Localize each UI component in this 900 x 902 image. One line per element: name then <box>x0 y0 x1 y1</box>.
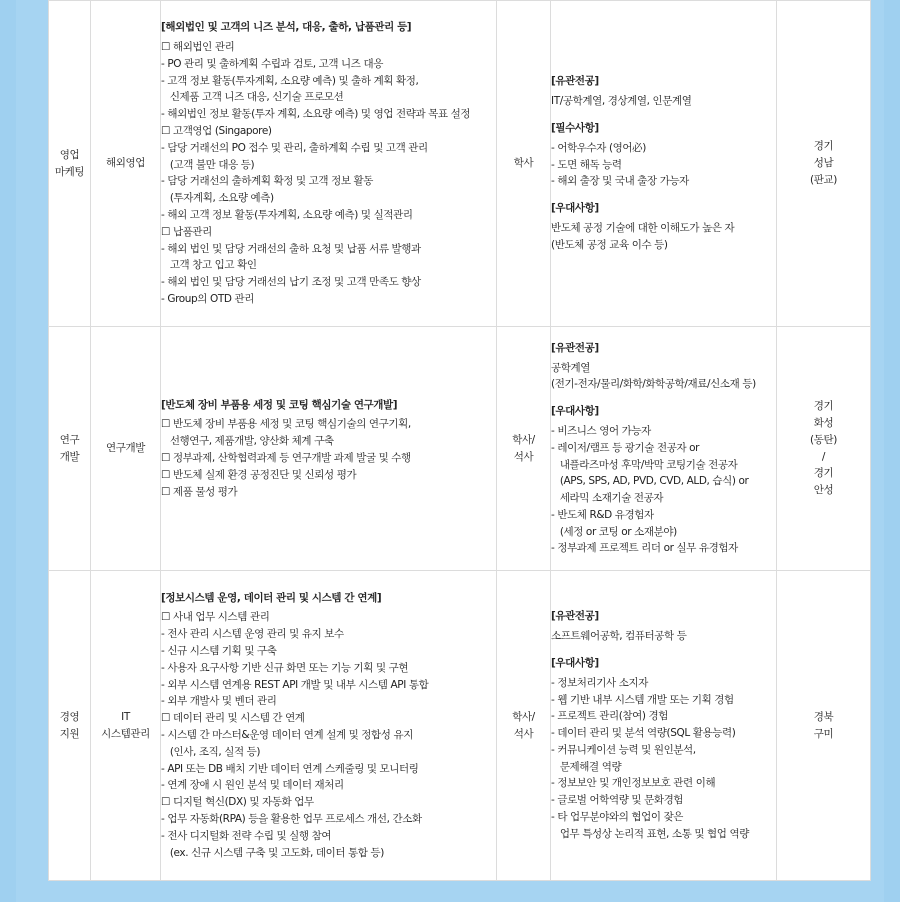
degree-requirement-text: 석사 <box>513 727 534 740</box>
degree-requirement-text: 석사 <box>513 450 534 463</box>
qualification-line: - 정보보안 및 개인정보보호 관련 이해 <box>551 777 716 790</box>
qualification-line: - 도면 해독 능력 <box>551 158 622 171</box>
work-location-text: 경기 <box>813 400 834 413</box>
duty-line: - 신규 시스템 기획 및 구축 <box>161 645 277 658</box>
duty-line: - 해외 법인 및 담당 거래선의 출하 요청 및 납품 서류 발행과 <box>161 242 421 255</box>
duty-line: - 담당 거래선의 PO 접수 및 관리, 출하계획 수립 및 고객 관리 <box>161 141 428 154</box>
job-category <box>49 571 91 881</box>
job-category-text: 지원 <box>59 727 80 740</box>
duty-line: - 시스템 간 마스터&운영 데이터 연계 설계 및 정합성 유지 <box>161 729 413 741</box>
qualification-line: (반도체 공정 교육 이수 등) <box>551 238 668 251</box>
qualification-title: [유관전공] <box>551 610 599 623</box>
job-category-text: 개발 <box>59 450 80 463</box>
qualification-line: - 데이터 관리 및 분석 역량(SQL 활용능력) <box>551 727 736 740</box>
work-location-text: 구미 <box>813 727 834 740</box>
qualification-title: [유관전공] <box>551 341 599 354</box>
qualification-line: - 타 업무분야와의 협업이 잦은 <box>551 811 684 824</box>
work-location-text: 경기 <box>813 140 834 153</box>
job-category-text: 경영 <box>59 710 80 723</box>
job-title-text: 시스템관리 <box>101 727 150 740</box>
qualification-line: - 정부과제 프로젝트 리더 or 실무 유경험자 <box>551 542 738 555</box>
work-location <box>777 571 871 881</box>
qualification-line: 내플라즈마성 후막/박막 코팅기술 전공자 <box>551 458 738 471</box>
duties-title: [정보시스템 운영, 데이터 관리 및 시스템 간 연계] <box>161 591 382 604</box>
duty-line: ☐ 반도체 장비 부품용 세정 및 코팅 핵심기술의 연구기획, <box>161 418 411 431</box>
duty-line: - 고객 정보 활동(투자계획, 소요량 예측) 및 출하 계획 확정, <box>161 74 419 87</box>
duty-line: - PO 관리 및 출하계획 수립과 검토, 고객 니즈 대응 <box>161 57 383 70</box>
table-row <box>49 327 871 571</box>
qualification-line: - 해외 출장 및 국내 출장 가능자 <box>551 175 689 188</box>
qualification-section <box>551 120 776 190</box>
duties-title: [해외법인 및 고객의 니즈 분석, 대응, 출하, 납품관리 등] <box>161 21 412 34</box>
work-location-text: / <box>821 450 826 463</box>
qualification-line: 공학계열 <box>551 361 590 374</box>
qualification-title: [유관전공] <box>551 75 599 88</box>
job-postings-table <box>48 0 871 881</box>
duty-line: - Group의 OTD 관리 <box>161 292 254 305</box>
qualifications <box>551 571 777 881</box>
duty-line: - 해외법인 정보 활동(투자 계획, 소요량 예측) 및 영업 전략과 목표 설정 <box>161 108 471 121</box>
qualification-line: (APS, SPS, AD, PVD, CVD, ALD, 습식) or <box>551 475 749 488</box>
work-location-text: (동탄) <box>810 433 837 446</box>
qualification-section <box>551 340 776 393</box>
qualification-section <box>551 73 776 110</box>
work-location-text: 경북 <box>813 710 834 723</box>
job-title <box>91 1 161 327</box>
duty-line: 선행연구, 제품개발, 양산화 체계 구축 <box>161 435 334 448</box>
duty-line: - 외부 시스템 연계용 REST API 개발 및 내부 시스템 API 통합 <box>161 678 429 691</box>
qualifications <box>551 327 777 571</box>
job-title-text: 연구개발 <box>106 442 145 455</box>
qualification-line: 세라믹 소재기술 전공자 <box>551 492 664 505</box>
duties-title: [반도체 장비 부품용 세정 및 코팅 핵심기술 연구개발] <box>161 398 398 411</box>
duty-line: (ex. 신규 시스템 구축 및 고도화, 데이터 통합 등) <box>161 846 384 859</box>
qualification-line: (전기-전자/물리/화학/화학공학/재료/신소재 등) <box>551 378 756 391</box>
qualification-line: 문제해결 역량 <box>551 760 622 773</box>
duty-line: - API 또는 DB 배치 기반 데이터 연계 스케줄링 및 모니터링 <box>161 762 419 775</box>
duty-line: ☐ 고객영업 (Singapore) <box>161 125 272 137</box>
duty-line: ☐ 디지털 혁신(DX) 및 자동화 업무 <box>161 796 314 809</box>
qualification-section <box>551 403 776 557</box>
duty-line: 신제품 고객 니즈 대응, 신기술 프로모션 <box>161 91 344 104</box>
duty-line: ☐ 데이터 관리 및 시스템 간 연계 <box>161 712 305 725</box>
job-category <box>49 327 91 571</box>
duty-line: - 외부 개발사 및 벤더 관리 <box>161 695 277 708</box>
duty-line: (투자계획, 소요량 예측) <box>161 192 274 205</box>
degree-requirement-text: 학사/ <box>512 433 535 446</box>
job-category-text: 영업 <box>59 148 80 161</box>
job-title <box>91 571 161 881</box>
duty-line: - 해외 법인 및 담당 거래선의 납기 조정 및 고객 만족도 향상 <box>161 276 421 289</box>
table-row <box>49 571 871 881</box>
degree-requirement-text: 학사/ <box>512 710 535 723</box>
duty-line: (인사, 조직, 실적 등) <box>161 745 261 758</box>
qualification-line: IT/공학계열, 경상계열, 인문계열 <box>551 95 692 108</box>
table-row <box>49 1 871 327</box>
duty-line: - 해외 고객 정보 활동(투자계획, 소요량 예측) 및 실적관리 <box>161 208 413 221</box>
qualification-line: - 글로벌 어학역량 및 문화경험 <box>551 794 684 807</box>
duty-line: ☐ 반도체 실제 환경 공정진단 및 신뢰성 평가 <box>161 468 357 481</box>
work-location-text: 안성 <box>813 484 834 497</box>
work-location-text: 화성 <box>813 416 834 429</box>
work-location-text: 성남 <box>813 157 834 170</box>
duty-line: - 사용자 요구사항 기반 신규 화면 또는 기능 기획 및 구현 <box>161 661 409 674</box>
qualification-line: - 프로젝트 관리(참여) 경험 <box>551 710 669 723</box>
duty-line: - 전사 관리 시스템 운영 관리 및 유지 보수 <box>161 628 344 641</box>
degree-requirement <box>497 1 551 327</box>
degree-requirement-text: 학사 <box>513 157 534 170</box>
qualification-line: - 레이저/램프 등 광기술 전공자 or <box>551 441 700 454</box>
qualification-title: [필수사항] <box>551 122 599 134</box>
duty-line: ☐ 사내 업무 시스템 관리 <box>161 611 270 624</box>
job-duties <box>161 1 497 327</box>
qualification-title: [우대사항] <box>551 202 599 215</box>
duty-line: - 전사 디지털화 전략 수립 및 실행 참여 <box>161 829 332 842</box>
job-title <box>91 327 161 571</box>
job-category-text: 연구 <box>59 433 80 446</box>
qualification-line: - 어학우수자 (영어必) <box>551 141 646 154</box>
qualification-section <box>551 608 776 645</box>
job-duties <box>161 327 497 571</box>
job-duties <box>161 571 497 881</box>
qualification-line: - 웹 기반 내부 시스템 개발 또는 기획 경험 <box>551 693 734 706</box>
job-category <box>49 1 91 327</box>
qualification-title: [우대사항] <box>551 656 599 669</box>
duty-line: ☐ 납품관리 <box>161 225 212 238</box>
degree-requirement <box>497 571 551 881</box>
duty-line: 고객 창고 입고 확인 <box>161 259 257 272</box>
qualification-line: - 정보처리기사 소지자 <box>551 676 648 689</box>
duty-line: - 연계 장애 시 원인 분석 및 데이터 재처리 <box>161 779 344 792</box>
work-location <box>777 327 871 571</box>
qualification-line: - 커뮤니케이션 능력 및 원인분석, <box>551 743 696 756</box>
qualification-section <box>551 655 776 843</box>
job-category-text: 마케팅 <box>54 165 85 178</box>
job-title-text: IT <box>121 710 130 723</box>
duty-line: ☐ 정부과제, 산학협력과제 등 연구개발 과제 발굴 및 수행 <box>161 452 411 464</box>
work-location <box>777 1 871 327</box>
qualification-line: 소프트웨어공학, 컴퓨터공학 등 <box>551 630 687 643</box>
qualification-line: - 비즈니스 영어 가능자 <box>551 424 651 437</box>
qualification-line: - 반도체 R&D 유경험자 <box>551 508 654 521</box>
degree-requirement <box>497 327 551 571</box>
qualification-section <box>551 200 776 253</box>
work-location-text: (판교) <box>810 173 837 186</box>
duty-line: - 담당 거래선의 출하계획 확정 및 고객 정보 활동 <box>161 175 374 188</box>
qualification-line: 반도체 공정 기술에 대한 이해도가 높은 자 <box>551 221 735 234</box>
duty-line: ☐ 해외법인 관리 <box>161 41 235 54</box>
job-title-text: 해외영업 <box>106 157 145 170</box>
work-location-text: 경기 <box>813 467 834 480</box>
qualification-title: [우대사항] <box>551 405 599 418</box>
qualification-line: 업무 특성상 논리적 표현, 소통 및 협업 역량 <box>551 827 749 840</box>
duty-line: ☐ 제품 물성 평가 <box>161 485 238 498</box>
qualification-line: (세정 or 코팅 or 소재분야) <box>551 525 677 538</box>
qualifications <box>551 1 777 327</box>
duty-line: - 업무 자동화(RPA) 등을 활용한 업무 프로세스 개선, 간소화 <box>161 812 422 825</box>
duty-line: (고객 불만 대응 등) <box>161 158 255 171</box>
